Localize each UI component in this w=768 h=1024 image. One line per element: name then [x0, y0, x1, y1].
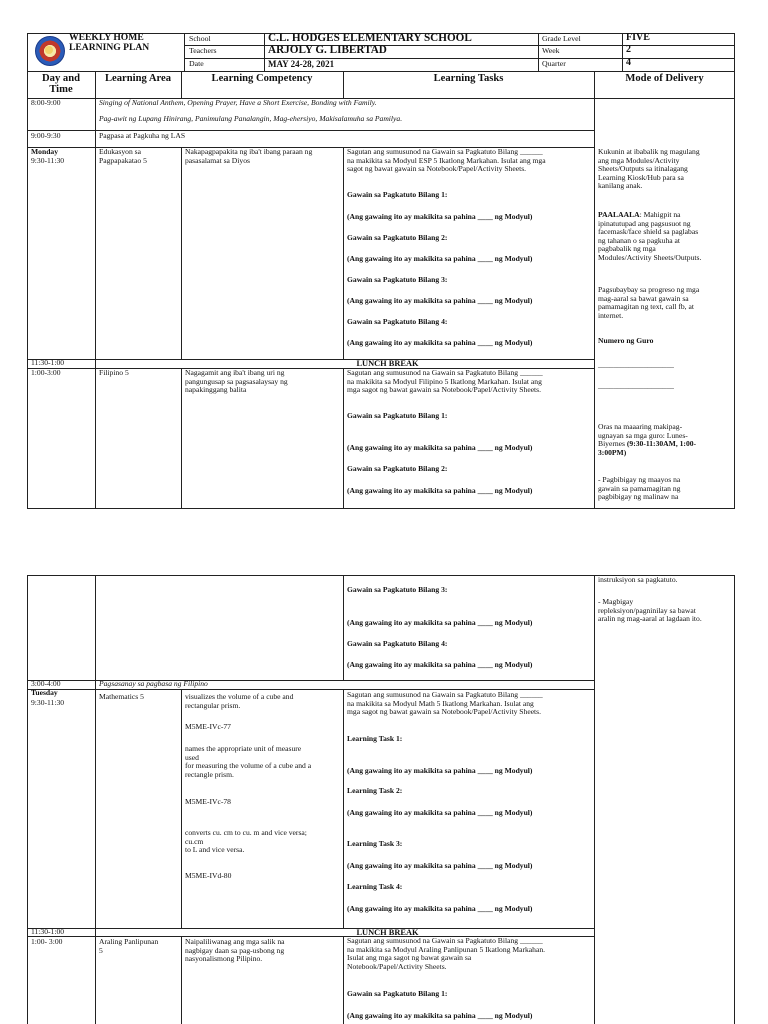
time-ap: 1:00- 3:00 — [31, 937, 63, 946]
page-ref: (Ang gawaing ito ay makikita sa pahina ____ ng Modyul) — [347, 861, 533, 870]
date-value: MAY 24-28, 2021 — [268, 59, 335, 69]
competency-code-2: M5ME-IVc-78 — [185, 797, 231, 806]
contact-hours-text: Oras na maaaring makipag- ugnayan sa mga guro: Lunes- Biyernes — [598, 422, 688, 449]
competency-math-2: names the appropriate unit of measure used for measuring the volume of a cube and a rectangle prism. — [185, 744, 312, 779]
time-3-4: 3:00-4:00 — [31, 679, 61, 688]
area-esp: Edukasyon sa Pagpapakatao 5 — [99, 147, 147, 165]
col-header-day-time: Day and Time — [42, 73, 80, 95]
competency-esp: Nakapagpapakita ng iba't ibang paraan ng pasasalamat sa Diyos — [185, 147, 313, 165]
area-ap: Araling Panlipunan 5 — [99, 937, 159, 955]
gawain-1-heading: Gawain sa Pagkatuto Bilang 1: — [347, 411, 448, 420]
delivery-pickup-note: Kukunin at ibabalik ng magulang ang mga Modules/Activity Sheets/Outputs sa itinalagang Learning Kiosk/Hub para sa kanilang anak. — [598, 147, 700, 191]
week-value: 2 — [626, 44, 631, 55]
time-tuesday-am: 9:30-11:30 — [31, 698, 65, 707]
gawain-4-heading: Gawain sa Pagkatuto Bilang 4: — [347, 639, 448, 648]
morning-routine-fil: Pag-awit ng Lupang Hinirang, Panimulang Panalangin, Mag-ehersiyo, Makisalamuha sa Pamilya. — [99, 114, 403, 123]
contact-hours — [598, 423, 696, 457]
paalaala-note — [598, 211, 701, 263]
competency-code-3: M5ME-IVd-80 — [185, 871, 232, 880]
gawain-1-heading: Gawain sa Pagkatuto Bilang 1: — [347, 989, 448, 998]
task-intro-esp: Sagutan ang sumusunod na Gawain sa Pagkatuto Bilang ______ na makikita sa Modyul ESP 5 Ikatlong Markahan. Isulat ang mga sagot ng bawat gawain sa Notebook/Papel/Activity Sheets. — [347, 147, 546, 174]
las-pass-pickup: Pagpasa at Pagkuha ng LAS — [99, 131, 186, 140]
lunch-break: LUNCH BREAK — [356, 359, 419, 368]
learning-task-1: Learning Task 1: — [347, 734, 403, 743]
plan-title: WEEKLY HOME LEARNING PLAN — [69, 32, 150, 53]
contact-hours-time: (9:30-11:30AM, 1:00- 3:00PM) — [598, 439, 697, 457]
gawain-2-heading: Gawain sa Pagkatuto Bilang 2: — [347, 233, 448, 242]
teacher-number-blank: ____________________ — [598, 381, 674, 390]
reading-practice: Pagsasanay sa pagbasa ng Filipino — [99, 679, 208, 688]
time-9-930: 9:00-9:30 — [31, 131, 61, 140]
school-label: School — [189, 34, 211, 43]
deped-seal-icon — [35, 36, 65, 66]
time-lunch: 11:30-1:00 — [31, 358, 65, 367]
paalaala-text: : Mahigpit na ipinatutupad ang pagsusuot ng facemask/face shield sa paglabas ng tahanan o sa pagkuha at pagbabalik ng mga Modules/Activity Sheets/Outputs. — [598, 210, 702, 262]
day-monday: Monday — [31, 147, 59, 156]
col-header-learning-area: Learning Area — [104, 73, 171, 84]
page-ref: (Ang gawaing ito ay makikita sa pahina ____ ng Modyul) — [347, 766, 533, 775]
task-intro-ap: Sagutan ang sumusunod na Gawain sa Pagkatuto Bilang ______ na makikita sa Modyul Araling Panlipunan 5 Ikatlong Markahan. Isulat ang mga sagot ng bawat gawain sa Notebook/Papel/Activity Sheets. — [347, 936, 546, 971]
learning-task-4: Learning Task 4: — [347, 882, 403, 891]
delivery-continuation: instruksiyon sa pagkatuto. — [598, 575, 678, 584]
col-header-tasks: Learning Tasks — [433, 73, 504, 84]
gawain-4-heading: Gawain sa Pagkatuto Bilang 4: — [347, 317, 448, 326]
time-monday-am: 9:30-11:30 — [31, 156, 65, 165]
lunch-break: LUNCH BREAK — [356, 928, 419, 937]
gawain-1-heading: Gawain sa Pagkatuto Bilang 1: — [347, 190, 448, 199]
gawain-3-heading: Gawain sa Pagkatuto Bilang 3: — [347, 585, 448, 594]
competency-ap: Naipaliliwanag ang mga salik na nagbigay daan sa pag-usbong ng nasyonalismong Pilipino. — [185, 937, 285, 964]
grade-value: FIVE — [626, 32, 650, 43]
gawain-3-heading: Gawain sa Pagkatuto Bilang 3: — [347, 275, 448, 284]
time-lunch: 11:30-1:00 — [31, 927, 65, 936]
paalaala-label: PAALAALA — [598, 210, 640, 219]
gawain-2-heading: Gawain sa Pagkatuto Bilang 2: — [347, 464, 448, 473]
morning-routine-en: Singing of National Anthem, Opening Prayer, Have a Short Exercise, Bonding with Family. — [99, 98, 377, 107]
area-filipino: Filipino 5 — [99, 368, 129, 377]
competency-filipino: Nagagamit ang iba't ibang uri ng pangungusap sa pagsasalaysay ng napakinggang balita — [185, 368, 288, 395]
col-header-competency: Learning Competency — [211, 73, 313, 84]
page-ref: (Ang gawaing ito ay makikita sa pahina ____ ng Modyul) — [347, 254, 533, 263]
teachers-value: ARJOLY G. LIBERTAD — [268, 44, 387, 56]
time-8-9: 8:00-9:00 — [31, 98, 61, 107]
day-tuesday: Tuesday — [31, 688, 58, 697]
page-ref: (Ang gawaing ito ay makikita sa pahina ____ ng Modyul) — [347, 618, 533, 627]
learning-task-2: Learning Task 2: — [347, 786, 403, 795]
date-label: Date — [189, 59, 204, 68]
time-filipino: 1:00-3:00 — [31, 368, 61, 377]
task-intro-math: Sagutan ang sumusunod na Gawain sa Pagkatuto Bilang ______ na makikita sa Modyul Math 5 Ikatlong Markahan. Isulat ang mga sagot ng bawat gawain sa Notebook/Papel/Activity Sheets. — [347, 690, 543, 717]
page-ref: (Ang gawaing ito ay makikita sa pahina ____ ng Modyul) — [347, 1011, 533, 1020]
page-ref: (Ang gawaing ito ay makikita sa pahina ____ ng Modyul) — [347, 808, 533, 817]
page-ref: (Ang gawaing ito ay makikita sa pahina ____ ng Modyul) — [347, 212, 533, 221]
week-label: Week — [542, 46, 560, 55]
teacher-number-label: Numero ng Guro — [598, 336, 654, 345]
quarter-value: 4 — [626, 57, 631, 68]
school-value: C.L. HODGES ELEMENTARY SCHOOL — [268, 32, 472, 44]
competency-math-1: visualizes the volume of a cube and rectangular prism. — [185, 692, 294, 710]
task-intro-filipino: Sagutan ang sumusunod na Gawain sa Pagkatuto Bilang ______ na makikita sa Modyul Filipino 5 Ikatlong Markahan. Isulat ang mga sagot ng bawat gawain sa Notebook/Papel/Activity Sheets. — [347, 368, 543, 395]
page-ref: (Ang gawaing ito ay makikita sa pahina ____ ng Modyul) — [347, 660, 533, 669]
plan-page-1 — [27, 33, 735, 509]
plan-page-2 — [27, 575, 735, 1024]
page-ref: (Ang gawaing ito ay makikita sa pahina ____ ng Modyul) — [347, 338, 533, 347]
page-ref: (Ang gawaing ito ay makikita sa pahina ____ ng Modyul) — [347, 904, 533, 913]
clear-instructions-note: - Pagbibigay ng maayos na gawain sa pamamagitan ng pagbibigay ng malinaw na — [598, 475, 681, 502]
page-ref: (Ang gawaing ito ay makikita sa pahina ____ ng Modyul) — [347, 486, 533, 495]
competency-math-3: converts cu. cm to cu. m and vice versa; cu.cm to L and vice versa. — [185, 828, 307, 855]
competency-code-1: M5ME-IVc-77 — [185, 722, 231, 731]
teacher-number-blank: ____________________ — [598, 360, 674, 369]
teachers-label: Teachers — [189, 46, 217, 55]
grade-label: Grade Level — [542, 34, 581, 43]
quarter-label: Quarter — [542, 59, 566, 68]
area-math: Mathematics 5 — [99, 692, 144, 701]
page-ref: (Ang gawaing ito ay makikita sa pahina ____ ng Modyul) — [347, 443, 533, 452]
reflection-note: - Magbigay repleksiyon/pagninilay sa bawat aralin ng mag-aaral at lagdaan ito. — [598, 597, 702, 624]
delivery-monitoring: Pagsubaybay sa progreso ng mga mag-aaral sa bawat gawain sa pamamagitan ng text, call fb, at internet. — [598, 285, 700, 320]
page-ref: (Ang gawaing ito ay makikita sa pahina ____ ng Modyul) — [347, 296, 533, 305]
learning-task-3: Learning Task 3: — [347, 839, 403, 848]
col-header-delivery: Mode of Delivery — [625, 73, 704, 84]
